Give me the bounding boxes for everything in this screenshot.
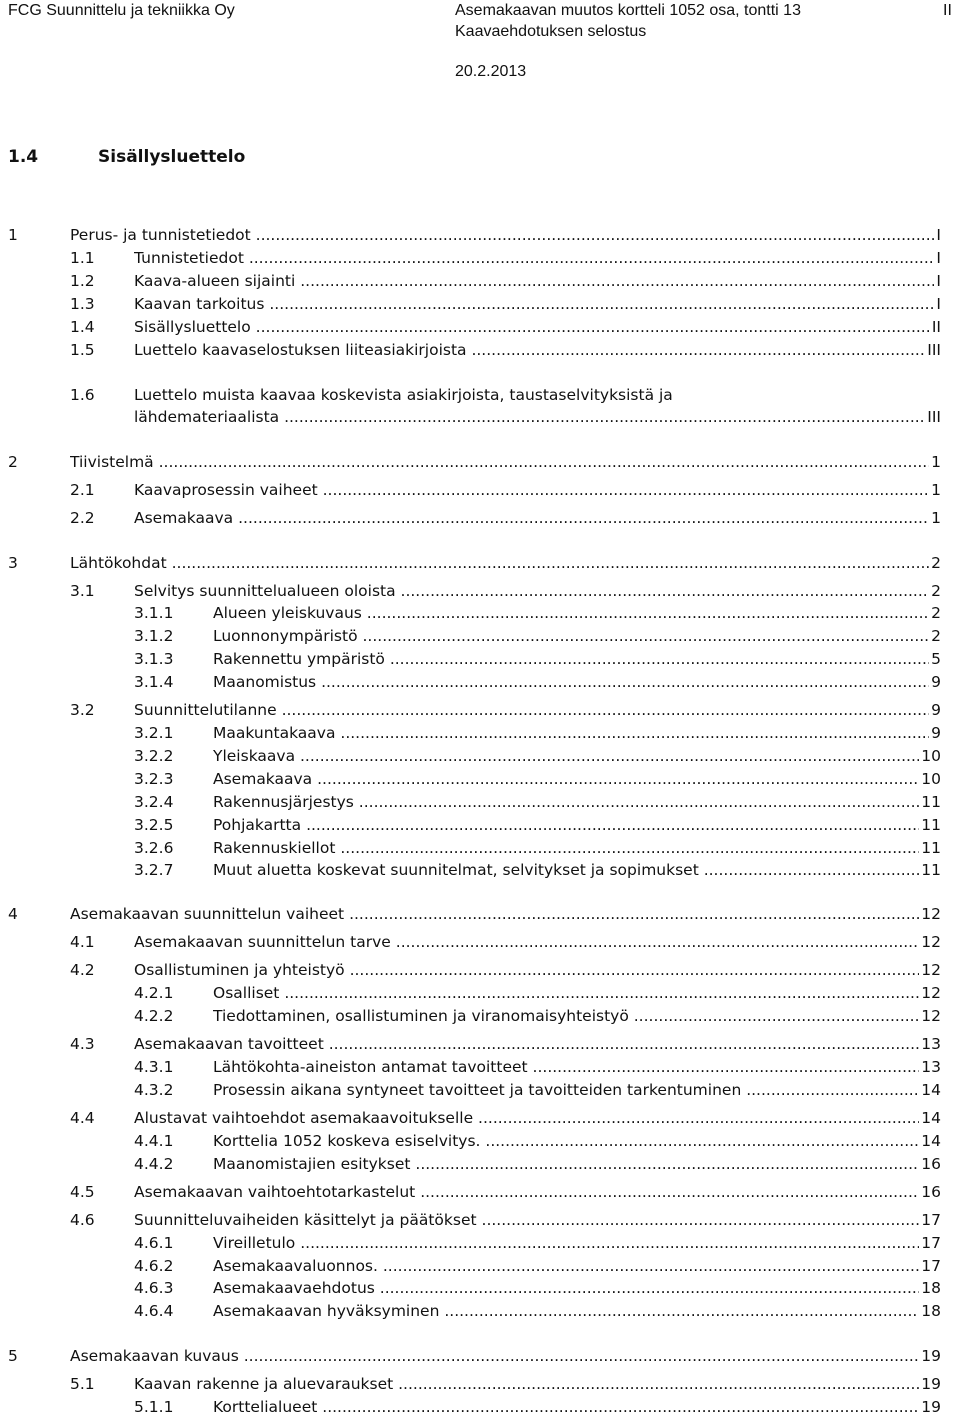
- toc-entry-number: 4.6.4: [134, 1302, 174, 1320]
- toc-entry[interactable]: [70, 339, 941, 361]
- toc-entry-page: 1: [931, 481, 941, 499]
- toc-entry-title: Korttelia 1052 koskeva esiselvitys. .....: [213, 1130, 941, 1152]
- toc-entry-title: Asemakaavan suunnittelun vaiheet .....: [70, 903, 941, 925]
- toc-entry-number: 3.1.3: [134, 650, 174, 668]
- toc-entry-number: 4.6.3: [134, 1279, 174, 1297]
- toc-entry-page: 1: [931, 509, 941, 527]
- toc-entry[interactable]: [8, 451, 941, 473]
- toc-entry[interactable]: [8, 552, 941, 574]
- toc-entry[interactable]: [134, 859, 941, 881]
- toc-entry-page: 18: [921, 1302, 941, 1320]
- toc-entry-page: III: [927, 408, 941, 426]
- toc-entry-number: 1.6: [70, 386, 95, 404]
- toc-entry-page: 11: [921, 816, 941, 834]
- toc-entry-page: 14: [921, 1109, 941, 1127]
- toc-entry[interactable]: [134, 1005, 941, 1027]
- toc-entry-title: Osalliset .....: [213, 982, 941, 1004]
- toc-entry-page: 17: [921, 1211, 941, 1229]
- toc-entry-page: 13: [921, 1058, 941, 1076]
- toc-entry[interactable]: [70, 270, 941, 292]
- toc-entry-page: 12: [921, 933, 941, 951]
- toc-entry-title: Muut aluetta koskevat suunnitelmat, selvitykset ja sopimukset .....: [213, 859, 941, 881]
- toc-entry[interactable]: [134, 602, 941, 624]
- toc-entry-title: Lähtökohdat .....: [70, 552, 941, 574]
- toc-entry-title: Yleiskaava .....: [213, 745, 941, 767]
- toc-entry-number: 4.2.2: [134, 1007, 174, 1025]
- toc-entry-number: 3.1.2: [134, 627, 174, 645]
- toc-entry-title: Asemakaava .....: [213, 768, 941, 790]
- toc-entry-number: 4.6: [70, 1211, 95, 1229]
- toc-entry-title: Kaava-alueen sijainti .....: [134, 270, 941, 292]
- toc-entry-title: Asemakaavaluonnos. .....: [213, 1255, 941, 1277]
- toc-entry-page: 2: [931, 627, 941, 645]
- toc-entry-number: 5.1: [70, 1375, 95, 1393]
- toc-entry-title: Rakennusjärjestys .....: [213, 791, 941, 813]
- toc-entry-title: Osallistuminen ja yhteistyö .....: [134, 959, 941, 981]
- toc-entry-number: 4.2.1: [134, 984, 174, 1002]
- toc-entry-number: 4.5: [70, 1183, 95, 1201]
- toc-entry-number: 5: [8, 1347, 18, 1365]
- toc-entry[interactable]: [70, 1107, 941, 1129]
- toc-entry[interactable]: [134, 1232, 941, 1254]
- toc-entry-title: Vireilletulo .....: [213, 1232, 941, 1254]
- toc-entry-title: Perus- ja tunnistetiedot .....: [70, 224, 941, 246]
- toc-entry-number: 4: [8, 905, 18, 923]
- toc-entry[interactable]: [134, 1255, 941, 1277]
- toc-entry[interactable]: [134, 982, 941, 1004]
- toc-entry-title: Luettelo kaavaselostuksen liiteasiakirjoista .....: [134, 339, 941, 361]
- toc-entry[interactable]: [70, 580, 941, 602]
- toc-entry-number: 3.2: [70, 701, 95, 719]
- toc-entry-number: 1.3: [70, 295, 95, 313]
- toc-entry[interactable]: [8, 224, 941, 246]
- toc-entry-page: 14: [921, 1132, 941, 1150]
- toc-entry[interactable]: [134, 671, 941, 693]
- toc-entry-page: 2: [931, 554, 941, 572]
- toc-entry-number: 4.1: [70, 933, 95, 951]
- toc-entry-page: 14: [921, 1081, 941, 1099]
- section-heading: [8, 146, 245, 168]
- toc-entry-number: 2.2: [70, 509, 95, 527]
- toc-entry-page: 11: [921, 861, 941, 879]
- toc-entry-page: 16: [921, 1183, 941, 1201]
- toc-entry-number: 3.1: [70, 582, 95, 600]
- toc-entry[interactable]: [134, 625, 941, 647]
- toc-entry[interactable]: [70, 507, 941, 529]
- toc-entry-page: 9: [931, 701, 941, 719]
- toc-entry-page: 17: [921, 1257, 941, 1275]
- toc-entry-title: Asemakaava .....: [134, 507, 941, 529]
- toc-entry-page: 10: [921, 770, 941, 788]
- toc-entry-number: 3.2.2: [134, 747, 174, 765]
- header-company: FCG Suunnittelu ja tekniikka Oy: [8, 2, 235, 19]
- toc-entry-page: 9: [931, 724, 941, 742]
- toc-entry-title: Pohjakartta .....: [213, 814, 941, 836]
- toc-entry-title: Maanomistus .....: [213, 671, 941, 693]
- toc-entry-title: Suunnittelutilanne .....: [134, 699, 941, 721]
- toc-entry-title: Kaavan tarkoitus .....: [134, 293, 941, 315]
- toc-entry-number: 4.3: [70, 1035, 95, 1053]
- toc-entry-number: 2.1: [70, 481, 95, 499]
- toc-entry-number: 3.2.6: [134, 839, 174, 857]
- toc-entry[interactable]: [70, 316, 941, 338]
- toc-entry-page: 10: [921, 747, 941, 765]
- toc-entry-number: 5.1.1: [134, 1398, 174, 1416]
- toc-entry-title: Suunnitteluvaiheiden käsittelyt ja päätökset .....: [134, 1209, 941, 1231]
- toc-entry-number: 1.1: [70, 249, 95, 267]
- toc-entry[interactable]: [70, 931, 941, 953]
- toc-entry-title: Kaavaprosessin vaiheet .....: [134, 479, 941, 501]
- toc-entry-title: Alueen yleiskuvaus .....: [213, 602, 941, 624]
- toc-entry-title: Tunnistetiedot .....: [134, 247, 941, 269]
- toc-entry[interactable]: [70, 293, 941, 315]
- toc-entry-number: 4.2: [70, 961, 95, 979]
- header-document-title: Asemakaavan muutos kortteli 1052 osa, tontti 13: [455, 2, 801, 19]
- toc-entry[interactable]: [134, 1056, 941, 1078]
- header-page-number: II: [943, 2, 952, 19]
- toc-entry[interactable]: [134, 722, 941, 744]
- toc-entry-page: 12: [921, 1007, 941, 1025]
- toc-entry-number: 4.6.2: [134, 1257, 174, 1275]
- header-document-subtitle: Kaavaehdotuksen selostus: [455, 23, 647, 40]
- toc-entry-title: Maakuntakaava .....: [213, 722, 941, 744]
- toc-entry[interactable]: [134, 814, 941, 836]
- section-heading-title: Sisällysluettelo: [98, 147, 246, 167]
- toc-entry[interactable]: [134, 1277, 941, 1299]
- toc-entry-page: 5: [931, 650, 941, 668]
- toc-entry-page: III: [927, 341, 941, 359]
- toc-entry[interactable]: [134, 745, 941, 767]
- toc-entry-title: Alustavat vaihtoehdot asemakaavoitukselle .....: [134, 1107, 941, 1129]
- toc-entry-number: 3.2.7: [134, 861, 174, 879]
- toc-entry-title: Korttelialueet .....: [213, 1396, 941, 1418]
- toc-entry-number: 4.4: [70, 1109, 95, 1127]
- toc-entry-page: I: [936, 249, 941, 267]
- toc-entry-number: 3.1.4: [134, 673, 174, 691]
- toc-entry[interactable]: [70, 479, 941, 501]
- toc-entry-number: 4.3.2: [134, 1081, 174, 1099]
- toc-entry-page: 19: [921, 1347, 941, 1365]
- toc-entry-page: 12: [921, 905, 941, 923]
- toc-entry[interactable]: [70, 247, 941, 269]
- toc-entry-number: 4.4.1: [134, 1132, 174, 1150]
- toc-entry-number: 2: [8, 453, 18, 471]
- toc-entry-page: 17: [921, 1234, 941, 1252]
- toc-entry[interactable]: [134, 791, 941, 813]
- toc-entry[interactable]: [70, 1209, 941, 1231]
- toc-entry-title: Asemakaavan vaihtoehtotarkastelut .....: [134, 1181, 941, 1203]
- toc-entry[interactable]: [8, 903, 941, 925]
- toc-entry[interactable]: [134, 1300, 941, 1322]
- toc-entry[interactable]: [70, 1373, 941, 1395]
- toc-entry-number: 1.2: [70, 272, 95, 290]
- toc-entry-page: 18: [921, 1279, 941, 1297]
- toc-entry-number: 1.5: [70, 341, 95, 359]
- toc-entry[interactable]: [70, 959, 941, 981]
- toc-entry-number: 1.4: [70, 318, 95, 336]
- toc-entry-page: II: [931, 318, 941, 336]
- toc-entry-title: Tiedottaminen, osallistuminen ja viranomaisyhteistyö .....: [213, 1005, 941, 1027]
- toc-entry-page: 19: [921, 1398, 941, 1416]
- toc-entry[interactable]: [134, 648, 941, 670]
- toc-entry-title: Maanomistajien esitykset .....: [213, 1153, 941, 1175]
- toc-entry-title: Selvitys suunnittelualueen oloista .....: [134, 580, 941, 602]
- toc-entry-number: 3.2.3: [134, 770, 174, 788]
- toc-entry[interactable]: [134, 768, 941, 790]
- toc-entry[interactable]: [134, 1130, 941, 1152]
- toc-entry-number: 3.2.5: [134, 816, 174, 834]
- toc-entry-number: 3: [8, 554, 18, 572]
- toc-entry-page: 19: [921, 1375, 941, 1393]
- toc-entry[interactable]: [70, 1033, 941, 1055]
- toc-entry-number: 4.6.1: [134, 1234, 174, 1252]
- toc-entry-page: 11: [921, 793, 941, 811]
- toc-entry-page: 1: [931, 453, 941, 471]
- toc-entry-title: Tiivistelmä .....: [70, 451, 941, 473]
- toc-entry-title: Lähtökohta-aineiston antamat tavoitteet .....: [213, 1056, 941, 1078]
- toc-entry[interactable]: [134, 1153, 941, 1175]
- header-date: 20.2.2013: [455, 63, 527, 80]
- toc-entry[interactable]: [70, 1181, 941, 1203]
- toc-entry-title: Rakennuskiellot .....: [213, 837, 941, 859]
- toc-entry-title: Prosessin aikana syntyneet tavoitteet ja tavoitteiden tarkentuminen .....: [213, 1079, 941, 1101]
- toc-entry-title: Rakennettu ympäristö .....: [213, 648, 941, 670]
- toc-entry-page: 16: [921, 1155, 941, 1173]
- toc-entry-page: 12: [921, 961, 941, 979]
- toc-entry[interactable]: [8, 1345, 941, 1367]
- toc-entry[interactable]: [134, 837, 941, 859]
- toc-entry-page: 2: [931, 604, 941, 622]
- toc-entry-page: 9: [931, 673, 941, 691]
- toc-entry-title: Sisällysluettelo .....: [134, 316, 941, 338]
- toc-entry-title: Luettelo muista kaavaa koskevista asiakirjoista, taustaselvityksistä ja: [134, 386, 673, 404]
- toc-entry-number: 3.2.1: [134, 724, 174, 742]
- toc-entry[interactable]: [70, 699, 941, 721]
- toc-entry-title: Asemakaavaehdotus .....: [213, 1277, 941, 1299]
- toc-entry-page: 2: [931, 582, 941, 600]
- toc-entry-number: 4.3.1: [134, 1058, 174, 1076]
- toc-entry-title: Asemakaavan hyväksyminen .....: [213, 1300, 941, 1322]
- toc-entry-title: Luonnonympäristö .....: [213, 625, 941, 647]
- toc-entry-title: Asemakaavan suunnittelun tarve .....: [134, 931, 941, 953]
- toc-entry[interactable]: [70, 384, 941, 406]
- toc-entry-page: I: [936, 295, 941, 313]
- toc-entry-title: Asemakaavan tavoitteet .....: [134, 1033, 941, 1055]
- toc-entry-number: 1: [8, 226, 18, 244]
- toc-entry-title: Kaavan rakenne ja aluevaraukset .....: [134, 1373, 941, 1395]
- toc-entry-number: 3.2.4: [134, 793, 174, 811]
- toc-entry-page: 12: [921, 984, 941, 1002]
- toc-entry-continuation[interactable]: [134, 406, 941, 428]
- toc-entry[interactable]: [134, 1079, 941, 1101]
- toc-entry-number: 3.1.1: [134, 604, 174, 622]
- toc-entry-page: I: [936, 226, 941, 244]
- section-heading-number: 1.4: [8, 147, 39, 167]
- toc-entry-page: 13: [921, 1035, 941, 1053]
- toc-entry-page: 11: [921, 839, 941, 857]
- toc-entry-title-continuation: lähdemateriaalista .....: [134, 406, 941, 428]
- toc-entry-title: Asemakaavan kuvaus .....: [70, 1345, 941, 1367]
- toc-entry-page: I: [936, 272, 941, 290]
- toc-entry-number: 4.4.2: [134, 1155, 174, 1173]
